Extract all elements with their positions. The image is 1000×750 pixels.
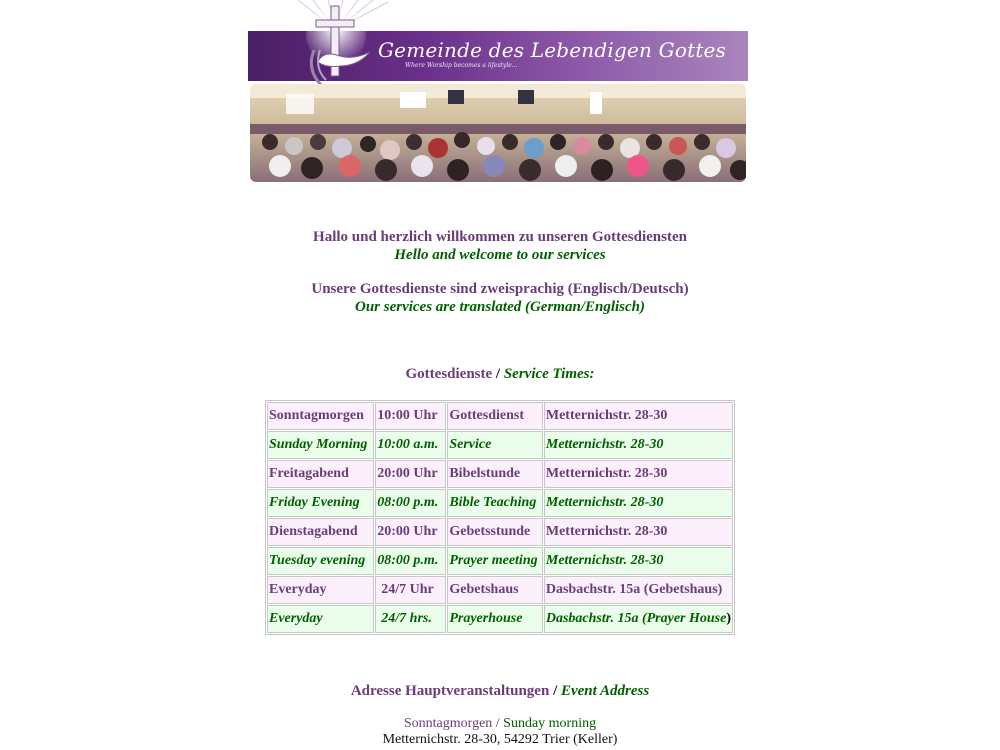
table-row	[267, 402, 733, 430]
time-cell: 10:00 Uhr	[375, 402, 446, 430]
place-text: Dasbachstr. 15a (Prayer House	[545, 611, 727, 626]
banner-tagline: Where Worship becomes a lifestyle...	[405, 62, 518, 69]
day-cell: Freitagabend	[267, 460, 374, 488]
language-en: Our services are translated (German/Englisch)	[354, 299, 645, 315]
day-cell: Friday Evening	[267, 489, 374, 517]
congregation-photo	[250, 84, 746, 182]
table-row	[267, 576, 733, 604]
event-cell: Prayer meeting	[447, 547, 543, 575]
place-cell: Metternichstr. 28-30	[544, 547, 733, 575]
event-cell: Gebetsstunde	[447, 518, 543, 546]
time-cell: 08:00 p.m.	[375, 489, 446, 517]
time-cell: 24/7 hrs.	[375, 605, 446, 633]
day-cell: Dienstagabend	[267, 518, 374, 546]
place-cell	[544, 605, 733, 633]
table-row	[267, 489, 733, 517]
address-heading-de: Adresse Hauptveranstaltungen	[350, 683, 550, 699]
time-cell: 10:00 a.m.	[375, 431, 446, 459]
event-cell: Bible Teaching	[447, 489, 543, 517]
table-row	[267, 547, 733, 575]
table-row	[267, 431, 733, 459]
address-heading-sep: /	[553, 683, 558, 699]
service-heading-sep: /	[495, 366, 501, 382]
table-row	[267, 460, 733, 488]
day-cell: Everyday	[267, 605, 374, 633]
event-address-heading	[0, 683, 1000, 700]
address-when-de: Sonntagmorgen	[403, 716, 493, 731]
day-cell: Everyday	[267, 576, 374, 604]
address-heading-en: Event Address	[560, 683, 650, 699]
address-street: Metternichstr. 28-30, 54292 Trier (Keller)	[382, 732, 618, 747]
table-row	[267, 518, 733, 546]
day-cell: Sonntagmorgen	[267, 402, 374, 430]
place-cell: Metternichstr. 28-30	[544, 518, 733, 546]
place-cell: Metternichstr. 28-30	[544, 431, 733, 459]
table-row	[267, 605, 733, 633]
place-cell: Metternichstr. 28-30	[544, 489, 733, 517]
address-when-en: Sunday morning	[503, 716, 597, 731]
service-times-table	[265, 400, 735, 635]
service-times-heading	[0, 366, 1000, 383]
event-cell: Prayerhouse	[447, 605, 543, 633]
event-cell: Service	[447, 431, 543, 459]
service-heading-en: Service Times:	[503, 366, 595, 382]
time-cell: 24/7 Uhr	[375, 576, 446, 604]
place-cell: Dasbachstr. 15a (Gebetshaus)	[544, 576, 733, 604]
intro-block	[0, 228, 1000, 316]
time-cell: 08:00 p.m.	[375, 547, 446, 575]
language-de: Unsere Gottesdienste sind zweisprachig (Englisch/Deutsch)	[311, 281, 689, 297]
place-cell: Metternichstr. 28-30	[544, 402, 733, 430]
time-cell: 20:00 Uhr	[375, 518, 446, 546]
address-when	[0, 716, 1000, 732]
place-paren: )	[726, 611, 731, 626]
place-cell: Metternichstr. 28-30	[544, 460, 733, 488]
welcome-en: Hello and welcome to our services	[394, 247, 606, 263]
time-cell: 20:00 Uhr	[375, 460, 446, 488]
address-when-sep: /	[495, 716, 500, 731]
service-heading-de: Gottesdienste	[405, 366, 493, 382]
day-cell: Tuesday evening	[267, 547, 374, 575]
header-banner	[248, 0, 748, 185]
event-cell: Gottesdienst	[447, 402, 543, 430]
day-cell: Sunday Morning	[267, 431, 374, 459]
event-cell: Gebetshaus	[447, 576, 543, 604]
banner-title: Gemeinde des Lebendigen Gottes	[378, 38, 727, 62]
event-address-block	[0, 716, 1000, 748]
event-cell: Bibelstunde	[447, 460, 543, 488]
welcome-de: Hallo und herzlich willkommen zu unseren Gottesdiensten	[313, 229, 687, 245]
